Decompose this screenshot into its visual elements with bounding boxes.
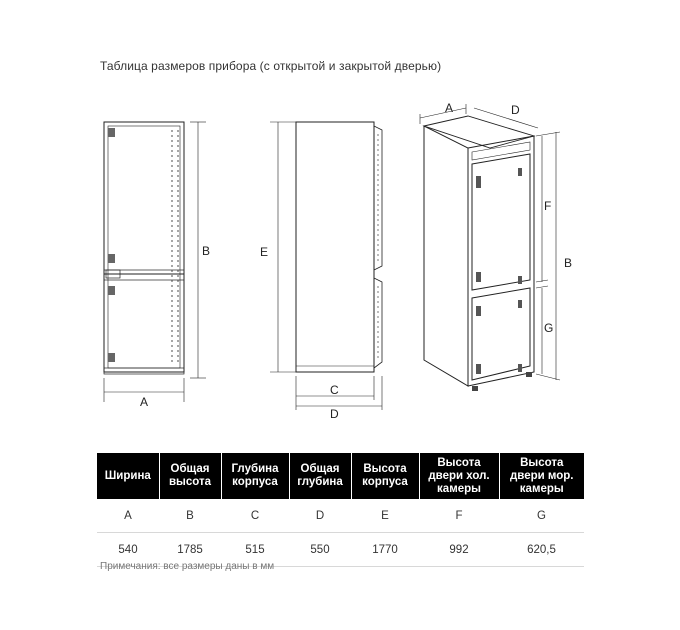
front-height-label: B [202, 244, 211, 258]
side-body-depth-label: C [330, 383, 339, 397]
header-width: Ширина [97, 453, 159, 499]
value-cell: 515 [221, 533, 289, 567]
table-row [97, 499, 584, 533]
side-height-label: E [260, 245, 269, 259]
iso-depth-label: D [511, 103, 520, 117]
iso-fridge-door-label: F [544, 199, 552, 213]
dimensions-table [97, 453, 584, 567]
letter-cell: G [499, 499, 584, 533]
letter-cell: E [351, 499, 419, 533]
letter-cell: A [97, 499, 159, 533]
side-view [270, 122, 382, 410]
front-width-label: A [140, 395, 149, 409]
letter-cell: D [289, 499, 351, 533]
letter-cell: B [159, 499, 221, 533]
iso-freezer-door-label: G [544, 321, 554, 335]
header-fridge-door-height: Высота двери хол. камеры [419, 453, 499, 499]
header-body-height: Высота корпуса [351, 453, 419, 499]
table-note: Примечания: все размеры даны в мм [100, 561, 275, 572]
side-total-depth-label: D [330, 407, 339, 421]
value-cell: 1770 [351, 533, 419, 567]
header-total-depth: Общая глубина [289, 453, 351, 499]
front-view [104, 122, 206, 402]
iso-width-label: A [445, 101, 454, 115]
table-header-row [97, 453, 584, 499]
iso-height-label: B [564, 256, 573, 270]
isometric-view [420, 104, 560, 391]
value-cell: 550 [289, 533, 351, 567]
value-cell: 1785 [159, 533, 221, 567]
header-body-depth: Глубина корпуса [221, 453, 289, 499]
letter-cell: C [221, 499, 289, 533]
letter-cell: F [419, 499, 499, 533]
page-title: Таблица размеров прибора (с открытой и закрытой дверью) [100, 59, 442, 73]
header-freezer-door-height: Высота двери мор. камеры [499, 453, 584, 499]
value-cell: 992 [419, 533, 499, 567]
value-cell: 540 [97, 533, 159, 567]
header-total-height: Общая высота [159, 453, 221, 499]
value-cell: 620,5 [499, 533, 584, 567]
